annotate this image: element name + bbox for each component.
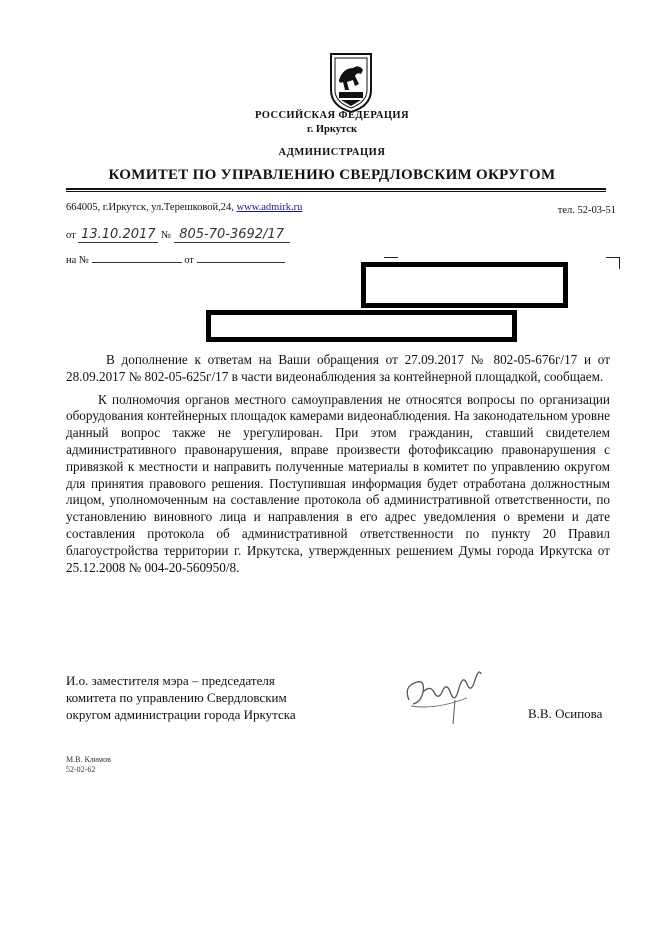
handwritten-signature (395, 660, 495, 730)
address-corner-left (384, 257, 398, 258)
handwritten-number: 805-70-3692/17 (179, 227, 284, 242)
signatory-line-3: округом администрации города Иркутска (66, 707, 296, 722)
letter-body (66, 352, 610, 576)
website-link[interactable]: www.admirk.ru (236, 202, 303, 213)
redacted-recipient-name (361, 262, 568, 308)
ref-from-label: от (184, 255, 194, 266)
city-name: г. Иркутск (307, 124, 357, 135)
address-corner-right (606, 257, 620, 258)
header-divider (66, 188, 606, 190)
executor-phone: 52-02-62 (66, 765, 96, 774)
date-field (78, 227, 158, 243)
number-field (174, 227, 290, 243)
coat-of-arms-icon (327, 50, 375, 114)
ref-number-label: на № (66, 255, 89, 266)
signatory-line-2: комитета по управлению Свердловским (66, 690, 287, 705)
executor-name: М.В. Климов (66, 755, 111, 764)
address-text: 664005, г.Иркутск, ул.Терешковой,24, (66, 202, 234, 213)
ref-date-field (197, 262, 285, 263)
signatory-position (66, 672, 296, 723)
registration-line (66, 227, 290, 243)
executor-info (66, 755, 111, 775)
paragraph-2: К полномочия органов местного самоуправления не относятся вопросы по организации оборудования контейнерных площадок камерами видеонаблюдения. На законодательном уровне данный вопрос также не урегулирован. При этом гражданин, ставший свидетелем административного правонарушения, вправе произвести фотофиксацию правонарушения с привязкой к местности и направить полученные материалы в комитет по управлению округом для принятия правового решения. Поступившая информация будет отработана должностным лицом, уполномоченным на составление протокола об административной ответственности, по установлению виновного лица и направления в его адрес уведомления о времени и дате составления протокола об административной ответственности по пункту 20 Правил благоустройства территории г. Иркутска, утвержденных решением Думы города Иркутска от 25.12.2008 № 004-20-560950/8. (66, 391, 610, 575)
redacted-recipient-address (206, 310, 517, 342)
signatory-line-1: И.о. заместителя мэра – председателя (66, 673, 275, 688)
from-label: от (66, 230, 76, 241)
reference-line (66, 255, 285, 266)
country-name: РОССИЙСКАЯ ФЕДЕРАЦИЯ (255, 110, 409, 121)
handwritten-date: 13.10.2017 (81, 227, 156, 242)
committee-title: КОМИТЕТ ПО УПРАВЛЕНИЮ СВЕРДЛОВСКИМ ОКРУГОМ (108, 167, 556, 183)
paragraph-1: В дополнение к ответам на Ваши обращения от 27.09.2017 № 802-05-676г/17 и от 28.09.2017 № 802-05-625г/17 в части видеонаблюдения за контейнерной площадкой, сообщаем. (66, 352, 610, 384)
administration-title: АДМИНИСТРАЦИЯ (278, 147, 386, 158)
phone-number: тел. 52-03-51 (557, 205, 616, 216)
address-line (66, 202, 302, 213)
header-divider-thin (66, 191, 606, 192)
ref-number-field (92, 262, 182, 263)
number-label: № (160, 230, 171, 241)
signatory-name: В.В. Осипова (528, 706, 603, 721)
address-corner-right-v (619, 257, 620, 269)
